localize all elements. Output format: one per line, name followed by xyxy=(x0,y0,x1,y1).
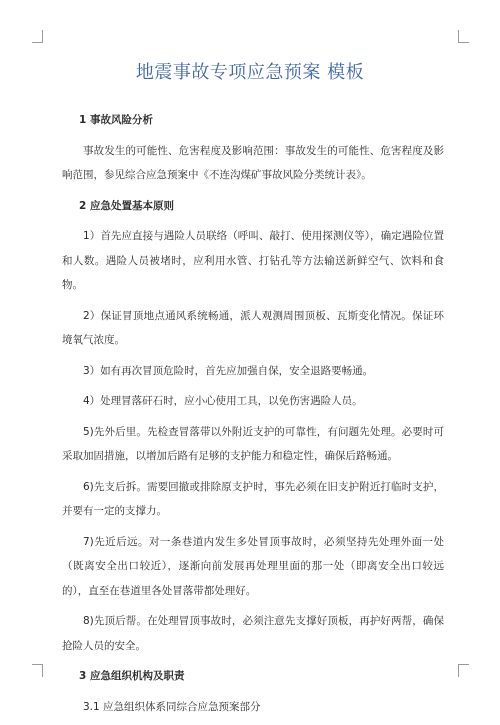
section-heading-principles: 2 应急处置基本原则 xyxy=(79,199,174,212)
paragraph-principle-6: 6)先支后拆。需要回撤或排除原支护时，事先必须在旧支护附近打临时支护，并要有一定的支撑力。 xyxy=(62,480,444,517)
paragraph-principle-1: 1）首先应直接与遇险人员联络（呼叫、敲打、使用探测仪等），确定遇险位置和人数。遇险人员被堵时，应利用水管、打钻孔等方法输送新鲜空气、饮料和食物。 xyxy=(62,230,444,291)
document-body xyxy=(62,108,444,725)
section-heading-organization: 3 应急组织机构及职责 xyxy=(79,670,185,682)
paragraph-principle-7: 7)先近后远。对一条巷道内发生多处冒顶事故时，必须坚持先处理外面一处（既离安全出口较近），逐渐向前发展再处理里面的那一处（即离安全出口较远的），直至在巷道里各处冒落带都处理好。 xyxy=(62,535,444,597)
paragraph-risk-analysis: 事故发生的可能性、危害程度及影响范围：事故发生的可能性、危害程度及影响范围，参见综合应急预案中《不连沟煤矿事故风险分类统计表》。 xyxy=(62,144,444,181)
paragraph-principle-8: 8)先顶后帮。在处理冒顶事故时，必须注意先支撑好顶板，再护好两帮，确保抢险人员的安全。 xyxy=(62,615,444,652)
section-heading-risk-analysis: 1 事故风险分析 xyxy=(79,114,153,126)
paragraph-principle-5: 5)先外后里。先检查冒落带以外附近支护的可靠性，有问题先处理。必要时可采取加固措施，以增加后路有足够的支护能力和稳定性，确保后路畅通。 xyxy=(62,425,444,462)
paragraph-principle-4: 4）处理冒落矸石时，应小心使用工具，以免伤害遇险人员。 xyxy=(83,395,363,407)
paragraph-principle-3: 3）如有再次冒顶危险时，首先应加强自保，安全退路要畅通。 xyxy=(83,364,374,377)
document-title: 地震事故专项应急预案 模板 xyxy=(135,62,365,83)
paragraph-organization-system: 3.1 应急组织体系同综合应急预案部分 xyxy=(83,700,261,713)
crop-mark-top-right xyxy=(458,30,469,43)
crop-mark-top-left xyxy=(32,30,43,43)
crop-mark-bottom-right xyxy=(458,664,469,677)
crop-mark-bottom-left xyxy=(32,664,43,677)
paragraph-principle-2: 2）保证冒顶地点通风系统畅通，派人观测周围顶板、瓦斯变化情况。保证环境氧气浓度。 xyxy=(62,309,444,346)
